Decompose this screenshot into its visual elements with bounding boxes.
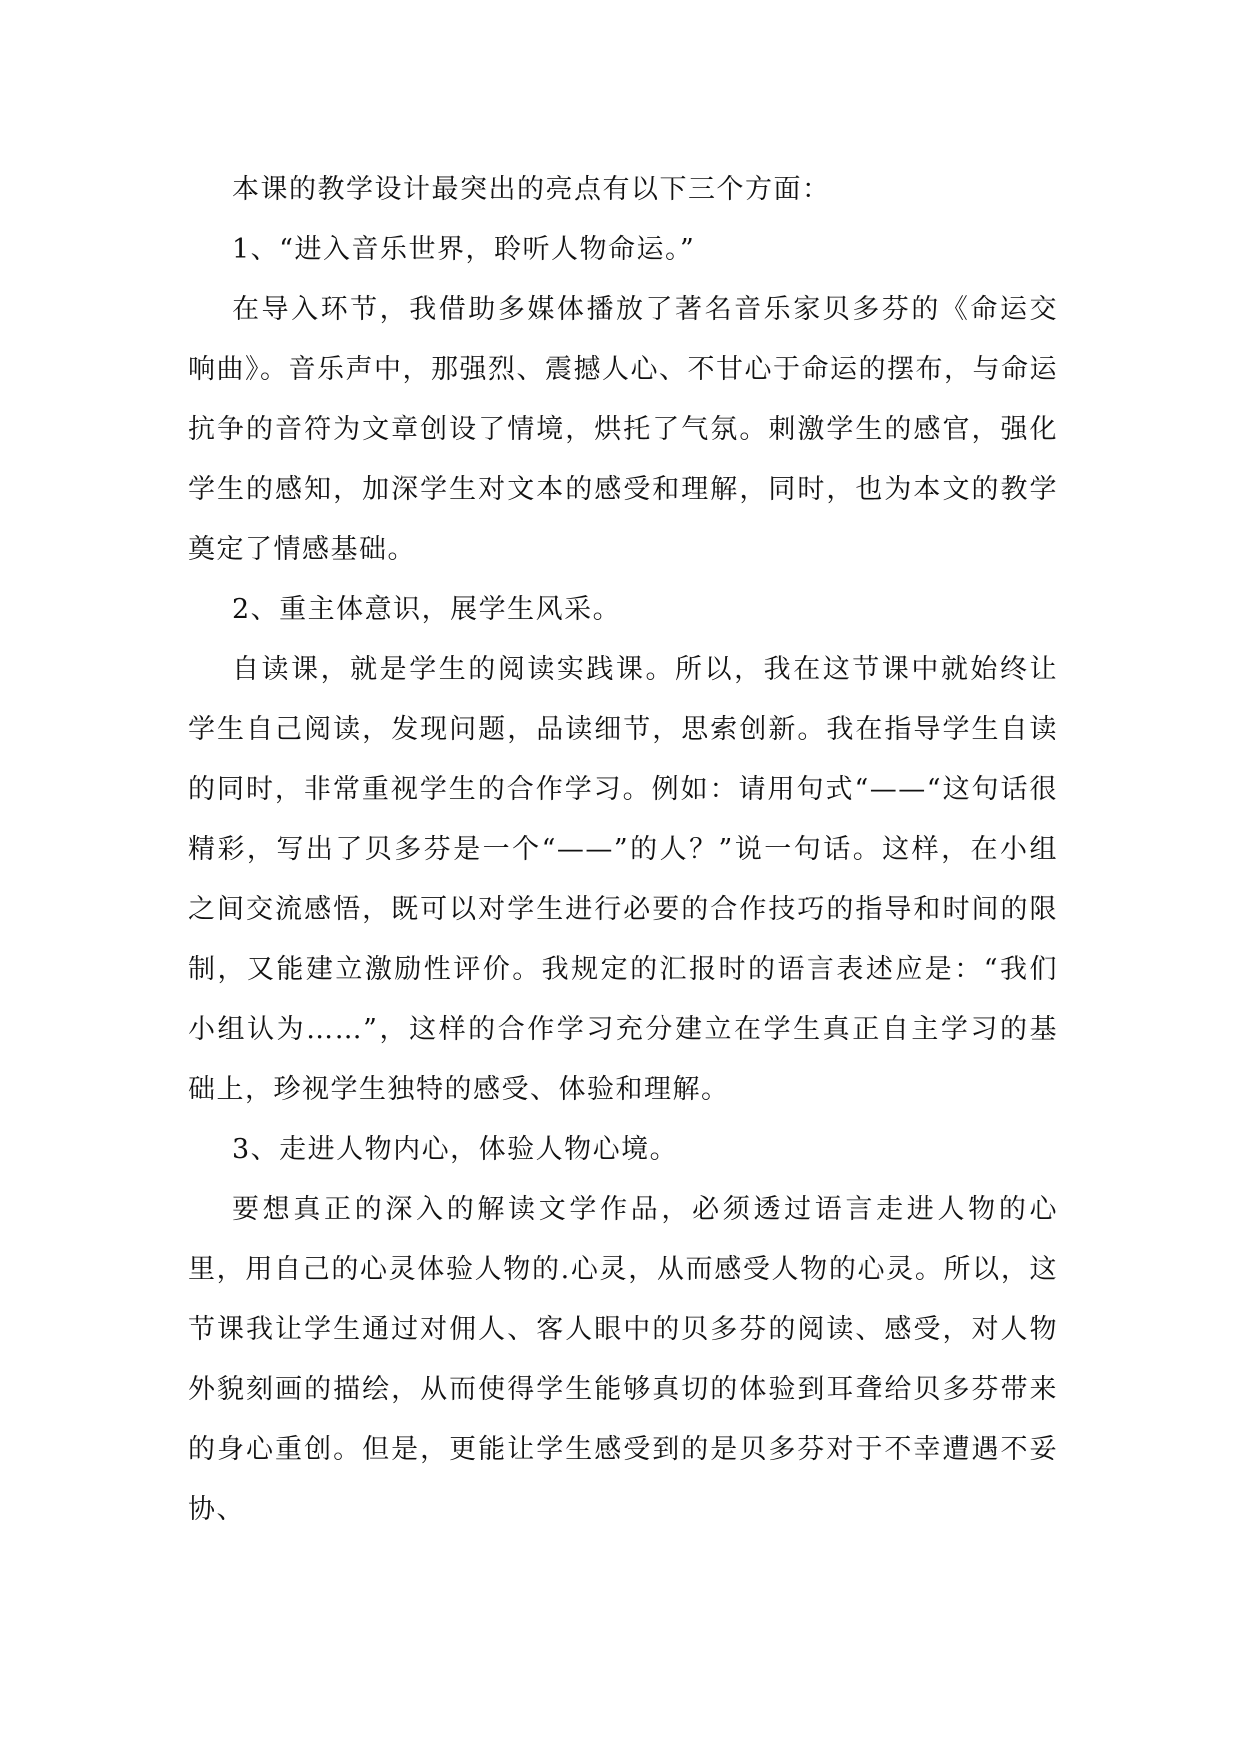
- intro-paragraph: 本课的教学设计最突出的亮点有以下三个方面：: [232, 174, 831, 205]
- point-3-body: 要想真正的深入的解读文学作品，必须透过语言走进人物的心里，用自己的心灵体验人物的.心灵，从而感受人物的心灵。所以，这节课我让学生通过对佣人、客人眼中的贝多芬的阅读、感受，对人物外貌刻画的描绘，从而使得学生能够真切的体验到耳聋给贝多芬带来的身心重创。但是，更能让学生感受到的是贝多芬对于不幸遭遇不妥协、: [188, 1194, 1058, 1525]
- point-1-heading: 1、“进入音乐世界，聆听人物命运。”: [232, 234, 696, 265]
- point-1-body: 在导入环节，我借助多媒体播放了著名音乐家贝多芬的《命运交响曲》。音乐声中，那强烈、震撼人心、不甘心于命运的摆布，与命运抗争的音符为文章创设了情境，烘托了气氛。刺激学生的感官，强化学生的感知，加深学生对文本的感受和理解，同时，也为本文的教学奠定了情感基础。: [188, 294, 1058, 565]
- document-body: [188, 160, 1058, 1540]
- point-3-heading: 3、走进人物内心，体验人物心境。: [232, 1134, 679, 1165]
- point-2-heading: 2、重主体意识，展学生风采。: [232, 594, 622, 625]
- point-2-body: 自读课，就是学生的阅读实践课。所以，我在这节课中就始终让学生自己阅读，发现问题，品读细节，思索创新。我在指导学生自读的同时，非常重视学生的合作学习。例如：请用句式“——“这句话很精彩，写出了贝多芬是一个“——”的人？”说一句话。这样，在小组之间交流感悟，既可以对学生进行必要的合作技巧的指导和时间的限制，又能建立激励性评价。我规定的汇报时的语言表述应是：“我们小组认为……”，这样的合作学习充分建立在学生真正自主学习的基础上，珍视学生独特的感受、体验和理解。: [188, 654, 1058, 1105]
